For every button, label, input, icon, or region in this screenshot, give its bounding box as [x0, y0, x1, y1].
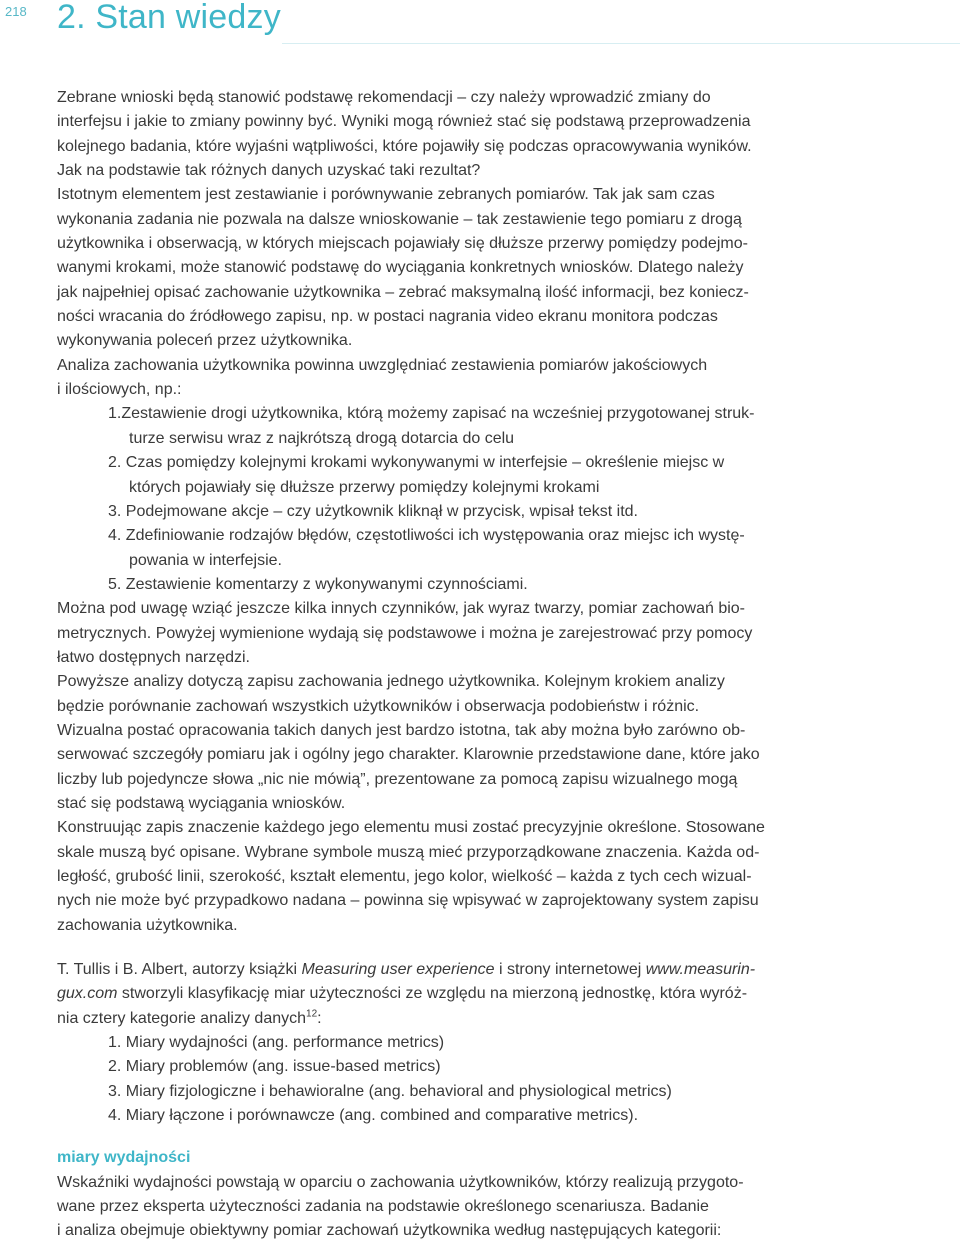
text-line: Można pod uwagę wziąć jeszcze kilka innych czynników, jak wyraz twarzy, pomiar zachowań bio-	[57, 600, 745, 618]
text-line: wykonywania poleceń przez użytkownika.	[57, 332, 353, 350]
list-item: 3. Podejmowane akcje – czy użytkownik kliknął w przycisk, wpisał tekst itd.	[108, 502, 638, 520]
paragraph-gap	[57, 938, 797, 958]
text-line: i analiza obejmuje obiektywny pomiar zachowań użytkownika według następujących kategorii:	[57, 1222, 722, 1240]
text-line: metrycznych. Powyżej wymienione wydają się podstawowe i można je zarejestrować przy pomocy	[57, 624, 753, 642]
text-line: Jak na podstawie tak różnych danych uzyskać taki rezultat?	[57, 162, 481, 180]
text-line: zachowania użytkownika.	[57, 916, 238, 934]
list-item: 4. Miary łączone i porównawcze (ang. combined and comparative metrics).	[108, 1107, 639, 1125]
text-line: będzie porównanie zachowań wszystkich użytkowników i obserwacja podobieństw i różnic.	[57, 697, 700, 715]
text-run: :	[317, 1009, 322, 1027]
text-line: serwować szczegóły pomiaru jak i ogólny jego charakter. Klarownie przedstawione dane, które jako	[57, 746, 760, 764]
list-item: 5. Zestawienie komentarzy z wykonywanymi czynnościami.	[108, 575, 528, 593]
list-item: 3. Miary fizjologiczne i behawioralne (ang. behavioral and physiological metrics)	[108, 1082, 672, 1100]
text-line: ległość, grubość linii, szerokość, kształt elementu, jego kolor, wielkość – każda z tych cech wizual-	[57, 868, 752, 885]
website-url: www.measurin-	[645, 961, 756, 979]
list-item: 1.Zestawienie drogi użytkownika, którą możemy zapisać na wcześniej przygotowanej struk-	[108, 405, 755, 423]
title-divider	[282, 43, 960, 44]
footnote-marker: 12	[306, 1008, 318, 1020]
text-line: stać się podstawą wyciągania wniosków.	[57, 794, 346, 812]
text-line: łatwo dostępnych narzędzi.	[57, 648, 250, 666]
text-line: użytkownika i obserwacją, w których miejscach pojawiały się dłuższe przerwy pomiędzy podejmo-	[57, 235, 748, 253]
page-number: 218	[5, 4, 27, 19]
text-run: nia cztery kategorie analizy danych	[57, 1009, 307, 1027]
list-item: 4. Zdefiniowanie rodzajów błędów, częstotliwości ich występowania oraz miejsc ich wystę-	[108, 527, 745, 545]
text-line: Analiza zachowania użytkownika powinna uwzględniać zestawienia pomiarów jakościowych	[57, 356, 708, 374]
page-body	[57, 86, 797, 1244]
text-line: interfejsu i jakie to zmiany powinny być. Wyniki mogą również stać się podstawą przeprowadzenia	[57, 113, 751, 131]
text-line: Zebrane wnioski będą stanowić podstawę rekomendacji – czy należy wprowadzić zmiany do	[57, 89, 711, 106]
text-line	[57, 958, 797, 982]
text-line: liczby lub pojedyncze słowa „nic nie mówią”, prezentowane za pomocą zapisu wizualnego mogą	[57, 770, 738, 788]
text-line: wanymi krokami, może stanowić podstawę do wyciągania konkretnych wniosków. Dlatego należy	[57, 259, 744, 277]
section-heading: miary wydajności	[57, 1149, 191, 1167]
website-url: gux.com	[57, 985, 118, 1003]
text-line: jak najpełniej opisać zachowanie użytkownika – zebrać maksymalną ilość informacji, bez koniecz-	[57, 283, 749, 301]
text-run: stworzyli klasyfikację miar użyteczności ze względu na mierzoną jednostkę, która wyróż-	[117, 985, 748, 1003]
text-line: Wskaźniki wydajności powstają w oparciu o zachowania użytkowników, którzy realizują przygoto-	[57, 1173, 744, 1191]
text-line	[57, 982, 797, 1006]
list-item: 2. Czas pomiędzy kolejnymi krokami wykonywanymi w interfejsie – określenie miejsc w	[108, 454, 725, 472]
text-line: i ilościowych, np.:	[57, 381, 182, 399]
text-line: wane przez eksperta użyteczności zadania na podstawie określonego scenariusza. Badanie	[57, 1198, 709, 1216]
list-item-continuation: których pojawiały się dłuższe przerwy pomiędzy kolejnymi krokami	[129, 478, 600, 496]
list-item-continuation: turze serwisu wraz z najkrótszą drogą dotarcia do celu	[129, 429, 515, 447]
book-title: Measuring user experience	[301, 961, 495, 979]
text-line: Konstruując zapis znaczenie każdego jego elementu musi zostać precyzyjnie określone. Stosowane	[57, 819, 765, 837]
paragraph-gap	[57, 1128, 797, 1146]
text-run: i strony internetowej	[494, 961, 646, 979]
list-item-continuation: powania w interfejsie.	[129, 551, 282, 569]
text-line: Wizualna postać opracowania takich danych jest bardzo istotna, tak aby można było zarówno ob-	[57, 721, 746, 739]
text-line: kolejnego badania, które wyjaśni wątpliwości, które pojawiły się podczas opracowywania wyników.	[57, 137, 752, 155]
text-line: Powyższe analizy dotyczą zapisu zachowania jednego użytkownika. Kolejnym krokiem analizy	[57, 673, 725, 691]
text-run: T. Tullis i B. Albert, autorzy książki	[57, 961, 302, 979]
list-item: 1. Miary wydajności (ang. performance metrics)	[108, 1034, 445, 1052]
list-item: 2. Miary problemów (ang. issue-based metrics)	[108, 1058, 441, 1076]
text-line: ności wracania do źródłowego zapisu, np. w postaci nagrania video ekranu monitora podczas	[57, 308, 718, 326]
text-line	[57, 1007, 797, 1031]
chapter-title: 2. Stan wiedzy	[57, 0, 281, 36]
text-line: wykonania zadania nie pozwala na dalsze wnioskowanie – tak zestawienie tego pomiaru z drogą	[57, 210, 742, 228]
text-line: nych nie może być przypadkowo nadana – powinna się wpisywać w zaprojektowany system zapisu	[57, 892, 759, 910]
text-line: Istotnym elementem jest zestawianie i porównywanie zebranych pomiarów. Tak jak sam czas	[57, 186, 715, 204]
text-line: skale muszą być opisane. Wybrane symbole muszą mieć przyporządkowane znaczenia. Każda od-	[57, 843, 760, 861]
